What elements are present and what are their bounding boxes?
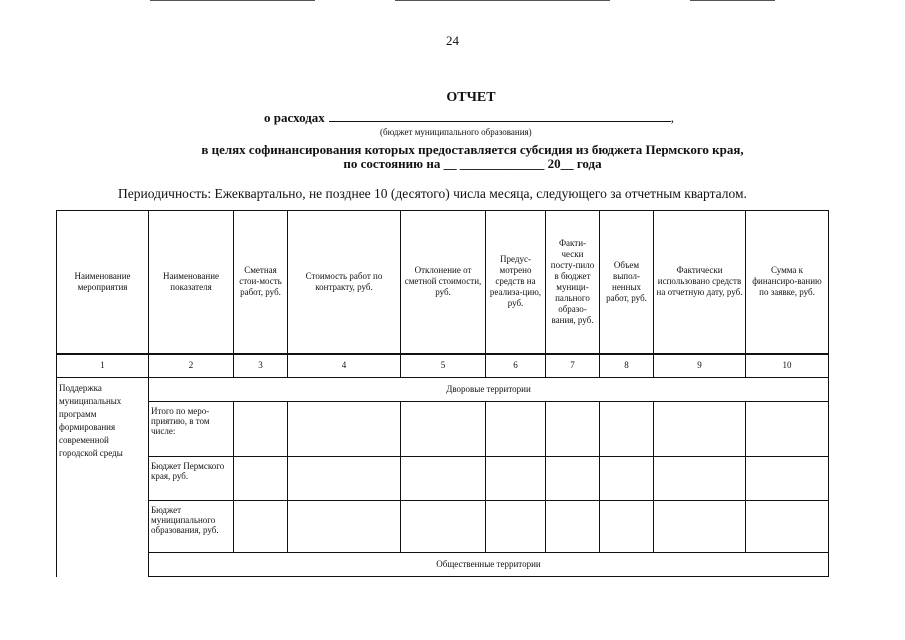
indicator-municipal-budget: Бюджет муниципального образования, руб. xyxy=(149,501,234,553)
column-number: 6 xyxy=(486,354,546,378)
data-cell xyxy=(401,501,486,553)
data-cell xyxy=(746,457,829,501)
data-cell xyxy=(546,402,600,457)
data-cell xyxy=(746,501,829,553)
data-cell xyxy=(654,402,746,457)
section-title-courtyards: Дворовые территории xyxy=(149,378,829,402)
budget-caption: (бюджет муниципального образования) xyxy=(380,127,532,137)
data-cell xyxy=(600,402,654,457)
top-edge-line xyxy=(150,0,315,1)
data-cell xyxy=(234,457,288,501)
data-cell xyxy=(486,402,546,457)
data-cell xyxy=(401,402,486,457)
column-number: 7 xyxy=(546,354,600,378)
report-table xyxy=(56,210,829,577)
column-header: Отклонение от сметной стоимости, руб. xyxy=(401,211,486,354)
column-header: Сумма к финансиро-ванию по заявке, руб. xyxy=(746,211,829,354)
column-header: Стоимость работ по контракту, руб. xyxy=(288,211,401,354)
column-number: 9 xyxy=(654,354,746,378)
data-cell xyxy=(288,457,401,501)
column-number: 1 xyxy=(57,354,149,378)
table-header-row xyxy=(57,211,829,354)
data-cell xyxy=(546,501,600,553)
data-cell xyxy=(654,501,746,553)
data-cell xyxy=(654,457,746,501)
column-header: Факти-чески посту-пило в бюджет муници-пального образо-вания, руб. xyxy=(546,211,600,354)
table-row xyxy=(57,457,829,501)
column-header: Предус-мотрено средств на реализа-цию, руб. xyxy=(486,211,546,354)
column-number: 10 xyxy=(746,354,829,378)
data-cell xyxy=(600,501,654,553)
column-header: Наименование показателя xyxy=(149,211,234,354)
section-row-courtyards xyxy=(57,378,829,402)
purpose-line-1: в целях софинансирования которых предоставляется субсидия из бюджета Пермского края, xyxy=(201,142,744,157)
report-title: ОТЧЕТ xyxy=(446,90,496,105)
data-cell xyxy=(401,457,486,501)
column-header: Наименование мероприятия xyxy=(57,211,149,354)
column-number: 8 xyxy=(600,354,654,378)
column-number: 4 xyxy=(288,354,401,378)
data-cell xyxy=(600,457,654,501)
data-cell xyxy=(288,402,401,457)
indicator-total: Итого по меро-приятию, в том числе: xyxy=(149,402,234,457)
column-number: 2 xyxy=(149,354,234,378)
purpose-line-2: по состоянию на __ _____________ 20__ года xyxy=(343,156,602,171)
purpose-text xyxy=(0,143,905,171)
data-cell xyxy=(546,457,600,501)
top-edge-line xyxy=(690,0,775,1)
column-number: 5 xyxy=(401,354,486,378)
column-numbers-row xyxy=(57,354,829,378)
section-row-public xyxy=(57,553,829,577)
section-title-public: Общественные территории xyxy=(149,553,829,577)
data-cell xyxy=(746,402,829,457)
budget-blank-field xyxy=(329,110,671,122)
table-row xyxy=(57,402,829,457)
data-cell xyxy=(234,402,288,457)
expense-line xyxy=(264,110,674,126)
column-header: Фактически использовано средств на отчетную дату, руб. xyxy=(654,211,746,354)
indicator-regional-budget: Бюджет Пермского края, руб. xyxy=(149,457,234,501)
column-number: 3 xyxy=(234,354,288,378)
expense-label: о расходах xyxy=(264,110,325,125)
top-edge-line xyxy=(395,0,610,1)
periodicity-text: Периодичность: Ежеквартально, не позднее 10 (десятого) числа месяца, следующего за отчетным кварталом. xyxy=(118,186,747,201)
table-row xyxy=(57,501,829,553)
expense-comma: , xyxy=(670,110,675,125)
column-header: Объем выпол-ненных работ, руб. xyxy=(600,211,654,354)
page-number: 24 xyxy=(446,33,459,48)
event-name-cell: Поддержка муниципальных программ формирования современной городской среды xyxy=(57,378,149,577)
data-cell xyxy=(486,501,546,553)
column-header: Сметная стои-мость работ, руб. xyxy=(234,211,288,354)
data-cell xyxy=(288,501,401,553)
data-cell xyxy=(234,501,288,553)
data-cell xyxy=(486,457,546,501)
